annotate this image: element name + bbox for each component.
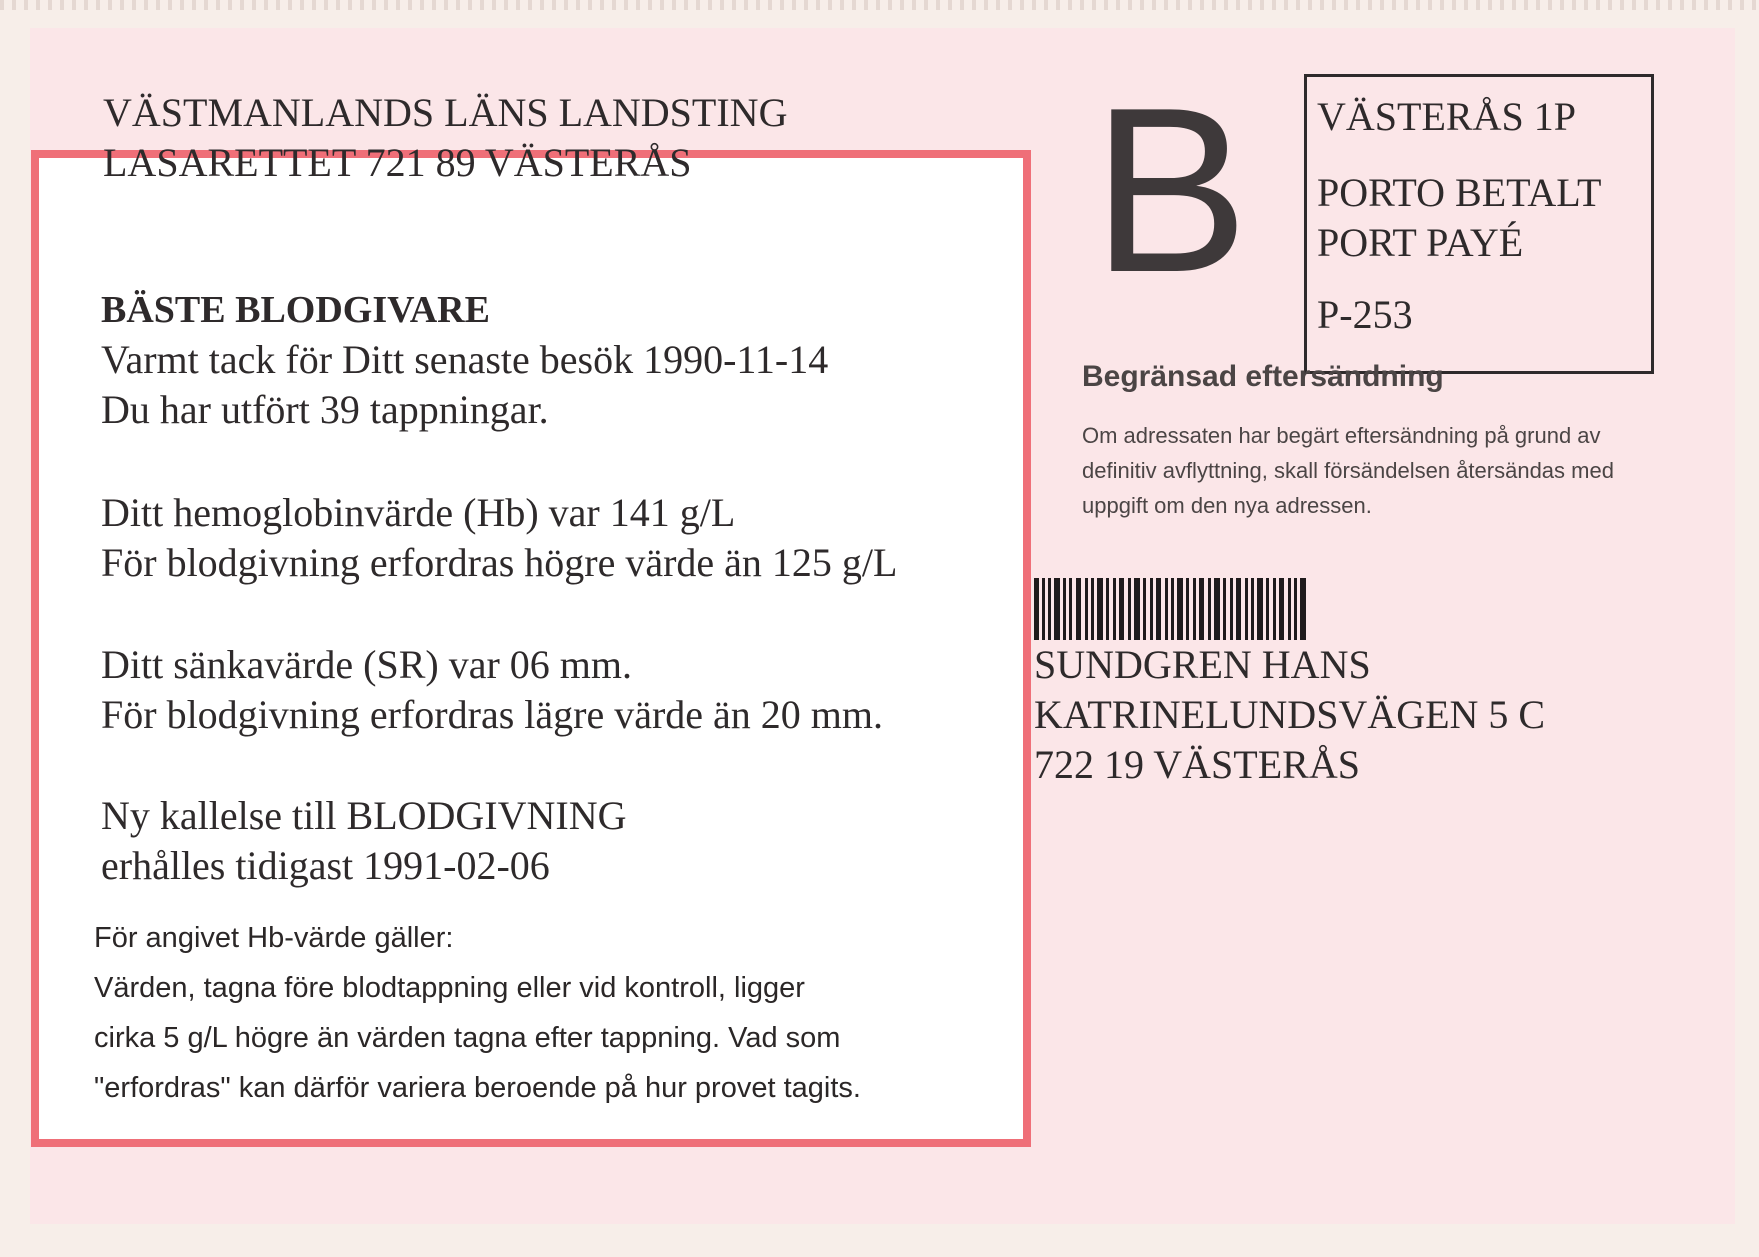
hb-note-line-1: För angivet Hb-värde gäller: <box>94 922 454 954</box>
sender-line-1: VÄSTMANLANDS LÄNS LANDSTING <box>103 90 788 135</box>
letter-heading: BÄSTE BLODGIVARE <box>101 289 490 331</box>
postage-paid-sv: PORTO BETALT <box>1317 170 1602 215</box>
restricted-forwarding-title: Begränsad eftersändning <box>1082 360 1444 393</box>
recipient-address <box>1034 640 1545 790</box>
restricted-line-2: definitiv avflyttning, skall försändelsen återsändas med <box>1082 458 1614 483</box>
postage-office: VÄSTERÅS 1P <box>1317 94 1576 139</box>
hb-note <box>94 913 861 1113</box>
sr-section <box>101 640 883 740</box>
sender-line-2: LASARETTET 721 89 VÄSTERÅS <box>103 140 692 185</box>
hb-value: Ditt hemoglobinvärde (Hb) var 141 g/L <box>101 490 736 535</box>
hb-section <box>101 488 897 588</box>
next-call-section <box>101 791 626 891</box>
letter-body <box>101 285 828 435</box>
recipient-street: KATRINELUNDSVÄGEN 5 C <box>1034 692 1546 737</box>
next-call-line-1: Ny kallelse till BLODGIVNING <box>101 793 627 838</box>
letter-thanks: Varmt tack för Ditt senaste besök 1990-11-14 <box>101 337 829 382</box>
postage-permit: P-253 <box>1317 292 1413 337</box>
b-class-mark: B <box>1092 58 1249 321</box>
sr-requirement: För blodgivning erfordras lägre värde än 20 mm. <box>101 692 884 737</box>
perforated-edge <box>0 0 1759 10</box>
postage-paid-stamp <box>1304 74 1654 374</box>
hb-note-line-3: cirka 5 g/L högre än värden tagna efter tappning. Vad som <box>94 1022 841 1054</box>
restricted-line-1: Om adressaten har begärt eftersändning på grund av <box>1082 423 1601 448</box>
postage-paid-fr: PORT PAYÉ <box>1317 220 1524 265</box>
sender-address <box>103 88 787 188</box>
restricted-forwarding-text <box>1082 418 1614 523</box>
recipient-name: SUNDGREN HANS <box>1034 642 1371 687</box>
next-call-line-2: erhålles tidigast 1991-02-06 <box>101 843 550 888</box>
sr-value: Ditt sänkavärde (SR) var 06 mm. <box>101 642 632 687</box>
hb-requirement: För blodgivning erfordras högre värde än 125 g/L <box>101 540 898 585</box>
hb-note-line-2: Värden, tagna före blodtappning eller vid kontroll, ligger <box>94 972 805 1004</box>
barcode <box>1034 578 1310 640</box>
hb-note-line-4: "erfordras" kan därför variera beroende på hur provet tagits. <box>94 1072 861 1104</box>
restricted-line-3: uppgift om den nya adressen. <box>1082 493 1372 518</box>
recipient-city: 722 19 VÄSTERÅS <box>1034 742 1360 787</box>
letter-count: Du har utfört 39 tappningar. <box>101 387 549 432</box>
